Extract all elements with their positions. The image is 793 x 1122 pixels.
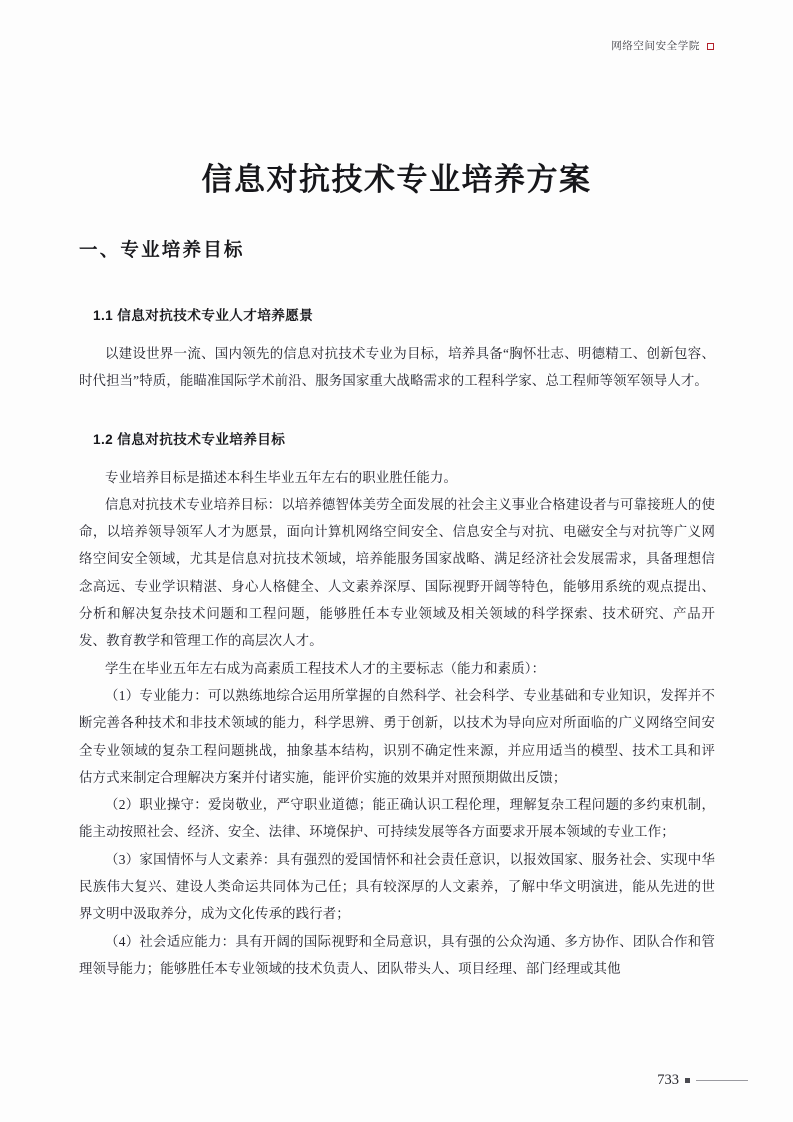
folio-square-icon (685, 1078, 690, 1083)
page-title: 信息对抗技术专业培养方案 (201, 161, 592, 197)
paragraph-markers-intro: 学生在毕业五年左右成为高素质工程技术人才的主要标志（能力和素质）： (105, 660, 546, 676)
header-square-icon (707, 43, 714, 50)
paragraph-item-2: （2）职业操守：爱岗敬业，严守职业道德；能正确认识工程伦理，理解复杂工程问题的多约束机制，能主动按照社会、经济、安全、法律、环境保护、可持续发展等各方面要求开展本领域的专业工作； (79, 797, 715, 840)
subsection-heading-1-2: 1.2 信息对抗技术专业培养目标 (93, 431, 286, 447)
paragraph-item-1: （1）专业能力：可以熟练地综合运用所掌握的自然科学、社会科学、专业基础和专业知识，发挥并不断完善各种技术和非技术领域的能力，科学思辨、勇于创新，以技术为导向应对所面临的广义网络空间安全专业领域的复杂工程问题挑战，抽象基本结构，识别不确定性来源，并应用适当的模型、技术工具和评估方式来制定合理解决方案并付诸实施，能评价实施的效果并对照预期做出反馈； (79, 687, 715, 785)
running-header-label: 网络空间安全学院 (611, 40, 700, 52)
page-number: 733 (657, 1072, 679, 1088)
paragraph-item-4: （4）社会适应能力：具有开阔的国际视野和全局意识，具有强的公众沟通、多方协作、团队合作和管理领导能力；能够胜任本专业领域的技术负责人、团队带头人、项目经理、部门经理或其他 (79, 933, 715, 976)
paragraph-item-3: （3）家国情怀与人文素养：具有强烈的爱国情怀和社会责任意识，以报效国家、服务社会、实现中华民族伟大复兴、建设人类命运共同体为己任；具有较深厚的人文素养，了解中华文明演进，能从先进的世界文明中汲取养分，成为文化传承的践行者； (79, 851, 715, 922)
paragraph-goal-intro: 专业培养目标是描述本科生毕业五年左右的职业胜任能力。 (105, 469, 458, 485)
document-body (79, 236, 715, 982)
subsection-heading-1-1: 1.1 信息对抗技术专业人才培养愿景 (93, 308, 314, 323)
folio-rule (696, 1080, 748, 1081)
section-heading-1: 一、专业培养目标 (79, 241, 245, 261)
running-header (611, 41, 714, 52)
paragraph-goal-main: 信息对抗技术专业培养目标：以培养德智体美劳全面发展的社会主义事业合格建设者与可靠接班人的使命，以培养领导领军人才为愿景，面向计算机网络空间安全、信息安全与对抗、电磁安全与对抗等广义网络空间安全领域，尤其是信息对抗技术领域，培养能服务国家战略、满足经济社会发展需求，具备理想信念高远、专业学识精湛、身心人格健全、人文素养深厚、国际视野开阔等特色，能够用系统的观点提出、分析和解决复杂技术问题和工程问题，能够胜任本专业领域及相关领域的科学探索、技术研究、产品开发、教育教学和管理工作的高层次人才。 (79, 496, 715, 649)
page-footer (657, 1072, 748, 1089)
paragraph-vision: 以建设世界一流、国内领先的信息对抗技术专业为目标，培养具备“胸怀壮志、明德精工、创新包容、时代担当”特质，能瞄准国际学术前沿、服务国家重大战略需求的工程科学家、总工程师等领军领导人才。 (79, 346, 715, 389)
